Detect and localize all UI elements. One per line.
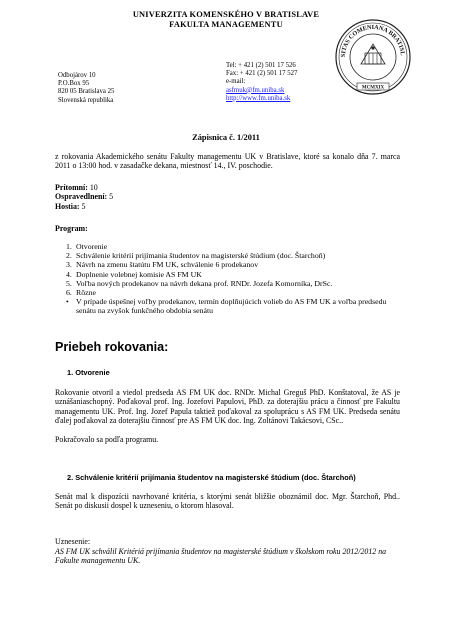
contact-block — [226, 62, 297, 103]
contact-fax: Fax: + 421 (2) 501 17 527 — [226, 70, 298, 78]
section-2-paragraph: Senát mal k dispozícii navrhované kritéria, s ktorými senát bližšie oboznámil doc. Mgr. Štarchoň, Phd.. Senát po diskusii dospel k uzneseniu, o ktorom hlasoval. — [55, 492, 400, 511]
faculty-name: FAKULTA MANAGEMENTU — [169, 20, 283, 29]
resolution-label: Uznesenie: — [55, 537, 91, 546]
address-city: 820 05 Bratislava 25 — [58, 88, 115, 96]
university-seal — [334, 18, 412, 96]
attendance-guests: Hostia: 5 — [55, 201, 86, 211]
section-1-paragraph: Rokovanie otvoril a viedol predseda AS FM UK doc. RNDr. Michal Greguš PhD. Konštatoval, že AS je uznášaniaschopný. Poďakoval prof. Ing. Jozefovi Papulovi, PhD. za doterajšiu prácu a činnosť pre Fakultu managementu UK. Prof. Ing. Jozef Papula taktiež poďakoval za spoluprácu s AS FM UK. Predseda senátu ďalej poďakoval za doterajšiu činnosť pre AS FM UK doc. Ing. Zoltánovi Takácsovi, CSc.. — [55, 388, 400, 426]
resolution-text: AS FM UK schválil Kritériá prijímania študentov na magisterské štúdium v školskom roku 2012/2012 na Fakulte managementu UK. — [55, 547, 387, 566]
list-item: 2. Schválenie kritérií prijímania študentov na magisterské štúdium (doc. Štarchoň) — [66, 251, 326, 261]
section-1-continue: Pokračovalo sa podľa programu. — [55, 435, 159, 444]
intro-paragraph: z rokovania Akademického senátu Fakulty managementu UK v Bratislave, ktoré sa konalo dňa 7. marca 2011 o 13:00 hod. v zasadačke dekana, miestnosť 14., IV. poschodie. — [55, 152, 400, 171]
address-block — [58, 72, 114, 105]
address-street: Odbojárov 10 — [58, 72, 96, 79]
university-name: UNIVERZITA KOMENSKÉHO V BRATISLAVE — [132, 10, 320, 19]
contact-tel: Tel: + 421 (2) 501 17 526 — [226, 62, 296, 69]
document-title: Zápisnica č. 1/2011 — [192, 133, 260, 142]
list-item: 5. Voľba nových prodekanov na návrh dekana prof. RNDr. Jozefa Komorníka, DrSc. — [66, 278, 333, 288]
address-box: P.O.Box 95 — [58, 80, 90, 88]
attendance-present: Prítomní: 10 — [55, 183, 98, 192]
program-label: Program: — [55, 224, 88, 233]
section-2-heading: 2. Schválenie kritérií prijímania študentov na magisterské štúdium (doc. Štarchoň) — [67, 473, 356, 482]
website-link[interactable]: http://www.fm.uniba.sk — [226, 94, 291, 102]
address-country: Slovenská republika — [58, 96, 114, 104]
list-item: 4. Doplnenie volebnej komisie AS FM UK — [66, 269, 202, 279]
list-item: 6. Rôzne — [66, 288, 96, 298]
seal-emblem-icon — [334, 18, 412, 96]
svg-text:MCMXIX: MCMXIX — [361, 85, 385, 91]
list-item: • V prípade úspešnej voľby prodekanov, termín doplňujúcich volieb do AS FM UK a voľba predsedu senátu na zvyšok funkčného obdobia senátu — [66, 297, 387, 316]
list-item: 1. Otvorenie — [66, 242, 108, 251]
attendance-excused: Ospravedlnení: 5 — [55, 192, 114, 202]
list-item: 3. Návrh na zmenu štatútu FM UK, schválenie 6 prodekanov — [66, 260, 259, 270]
attendance-block — [55, 183, 255, 211]
program-list — [66, 242, 396, 316]
section-1-heading: 1. Otvorenie — [67, 368, 110, 377]
svg-text:UNIVERSITAS COMENIANA BRATISLA: SITAS COMENIANA BRATISL — [339, 23, 407, 58]
email-link[interactable]: asfmuk@fm.uniba.sk — [226, 86, 285, 94]
contact-email-label: e-mail: — [226, 78, 246, 86]
proceedings-heading: Priebeh rokovania: — [55, 340, 169, 354]
